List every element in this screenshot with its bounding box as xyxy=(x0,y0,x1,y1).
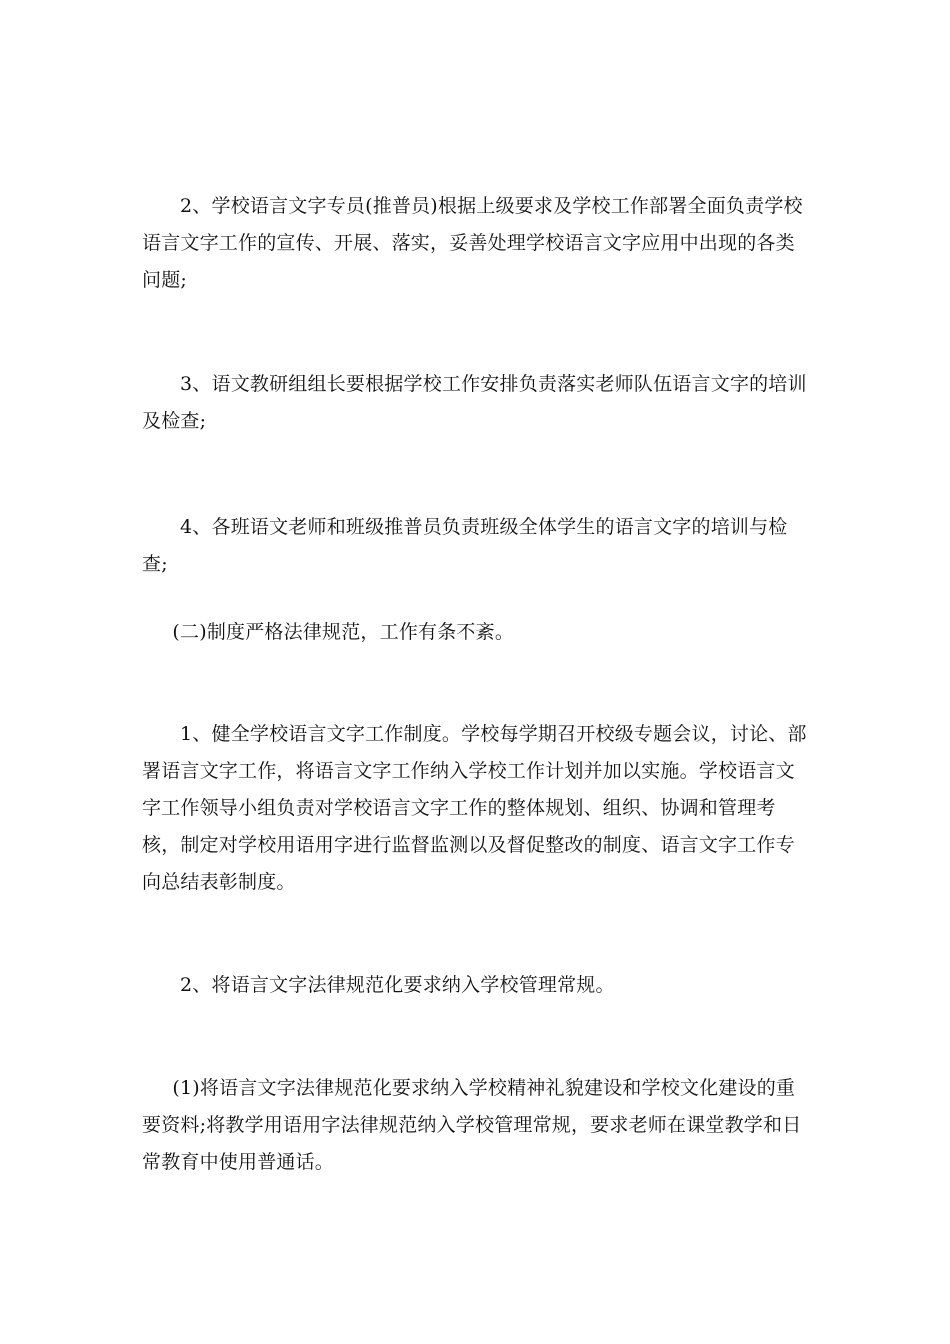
paragraph-subitem-1: (1)将语言文字法律规范化要求纳入学校精神礼貌建设和学校文化建设的重要资料;将教学用语用字法律规范纳入学校管理常规，要求老师在课堂教学和日常教育中使用普通话。 xyxy=(142,1077,802,1173)
paragraph-management-routine: 2、将语言文字法律规范化要求纳入学校管理常规。 xyxy=(180,974,615,996)
paragraph-language-specialist: 2、学校语言文字专员(推普员)根据上级要求及学校工作部署全面负责学校语言文字工作的宣传、开展、落实，妥善处理学校语言文字应用中出现的各类问题; xyxy=(142,195,803,291)
section-heading-system: (二)制度严格法律规范，工作有条不紊。 xyxy=(172,621,515,643)
paragraph-teaching-group-leader: 3、语文教研组组长要根据学校工作安排负责落实老师队伍语言文字的培训及检查; xyxy=(142,373,807,432)
paragraph-class-teachers: 4、各班语文老师和班级推普员负责班级全体学生的语言文字的培训与检查; xyxy=(142,516,788,575)
paragraph-work-system: 1、健全学校语言文字工作制度。学校每学期召开校级专题会议，讨论、部署语言文字工作，将语言文字工作纳入学校工作计划并加以实施。学校语言文字工作领导小组负责对学校语言文字工作的整体规划、组织、协调和管理考核，制定对学校用语用字进行监督监测以及督促整改的制度、语言文字工作专向总结表彰制度。 xyxy=(142,723,807,893)
